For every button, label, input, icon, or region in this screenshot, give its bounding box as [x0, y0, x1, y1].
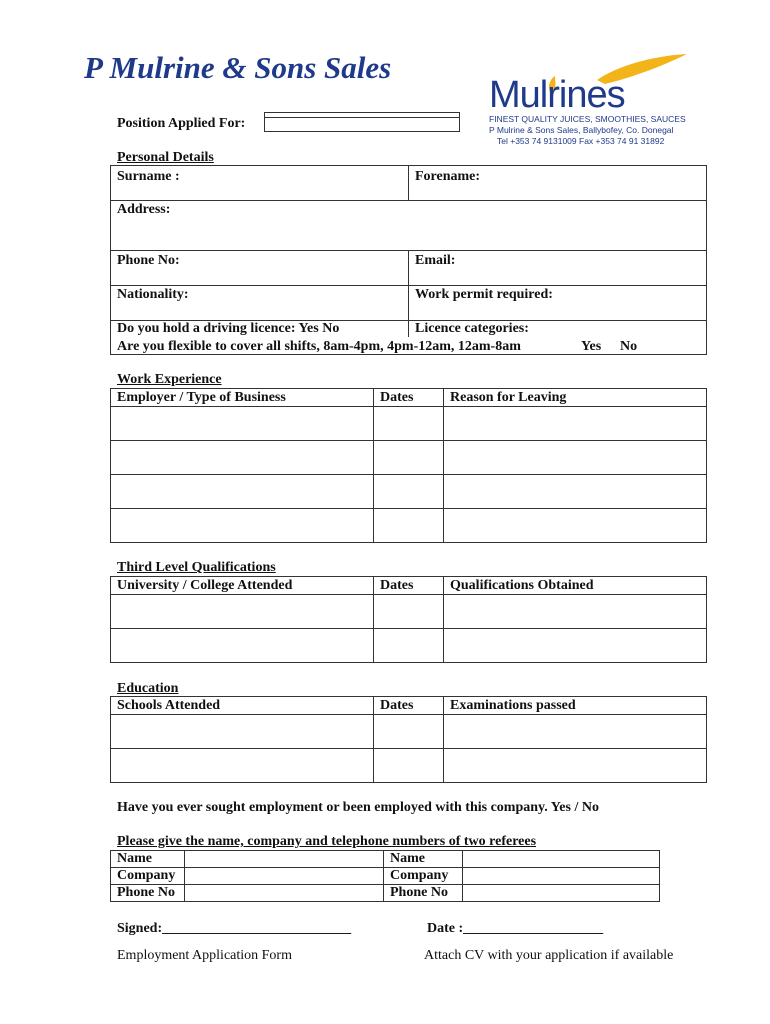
footer-cv-note: Attach CV with your application if available — [424, 948, 674, 963]
date-line[interactable]: Date :____________________ — [427, 921, 604, 936]
third-col-qualifications: Qualifications Obtained — [450, 578, 594, 593]
logo-phone: Tel +353 74 9131009 Fax +353 74 91 31892 — [497, 136, 665, 146]
personal-heading: Personal Details — [117, 150, 214, 165]
third-level-heading: Third Level Qualifications — [117, 560, 276, 575]
work-col-reason: Reason for Leaving — [450, 390, 567, 405]
ref2-name-label: Name — [390, 851, 425, 866]
work-col-employer: Employer / Type of Business — [117, 390, 286, 405]
sought-employment-question: Have you ever sought employment or been employed with this company. Yes / No — [117, 800, 599, 815]
logo-tagline: FINEST QUALITY JUICES, SMOOTHIES, SAUCES — [489, 114, 686, 124]
page-title: P Mulrine & Sons Sales — [84, 50, 392, 85]
surname-label: Surname : — [117, 169, 180, 184]
ref1-phone-label: Phone No — [117, 885, 175, 900]
email-label: Email: — [415, 253, 456, 268]
third-col-dates: Dates — [380, 578, 414, 593]
nationality-label: Nationality: — [117, 287, 189, 302]
referees-table — [110, 850, 660, 902]
logo-address: P Mulrine & Sons Sales, Ballybofey, Co. Donegal — [489, 125, 674, 135]
ref2-phone-label: Phone No — [390, 885, 448, 900]
flex-no: No — [620, 339, 638, 354]
work-col-dates: Dates — [380, 390, 414, 405]
flex-yes: Yes — [581, 339, 602, 354]
education-heading: Education — [117, 681, 179, 696]
edu-col-exams: Examinations passed — [450, 698, 576, 713]
position-label: Position Applied For: — [117, 116, 246, 131]
position-field[interactable] — [264, 112, 460, 132]
ref1-company-label: Company — [117, 868, 176, 883]
work-heading: Work Experience — [117, 372, 222, 387]
third-col-university: University / College Attended — [117, 578, 293, 593]
edu-col-schools: Schools Attended — [117, 698, 221, 713]
signed-line[interactable]: Signed:___________________________ — [117, 921, 352, 936]
footer-form-name: Employment Application Form — [117, 948, 292, 963]
work-permit-label: Work permit required: — [415, 287, 553, 302]
ref2-company-label: Company — [390, 868, 449, 883]
address-label: Address: — [117, 202, 171, 217]
driving-licence-question: Do you hold a driving licence: Yes No — [117, 321, 340, 336]
phone-label: Phone No: — [117, 253, 180, 268]
forename-label: Forename: — [415, 169, 481, 184]
logo-wordmark: Mulrines — [489, 74, 625, 116]
shift-flexibility-question: Are you flexible to cover all shifts, 8am-4pm, 4pm-12am, 12am-8am — [117, 339, 521, 354]
edu-col-dates: Dates — [380, 698, 414, 713]
ref1-name-label: Name — [117, 851, 152, 866]
referees-intro: Please give the name, company and telephone numbers of two referees — [117, 834, 537, 849]
licence-categories-label: Licence categories: — [415, 321, 529, 336]
work-experience-table — [110, 388, 707, 543]
